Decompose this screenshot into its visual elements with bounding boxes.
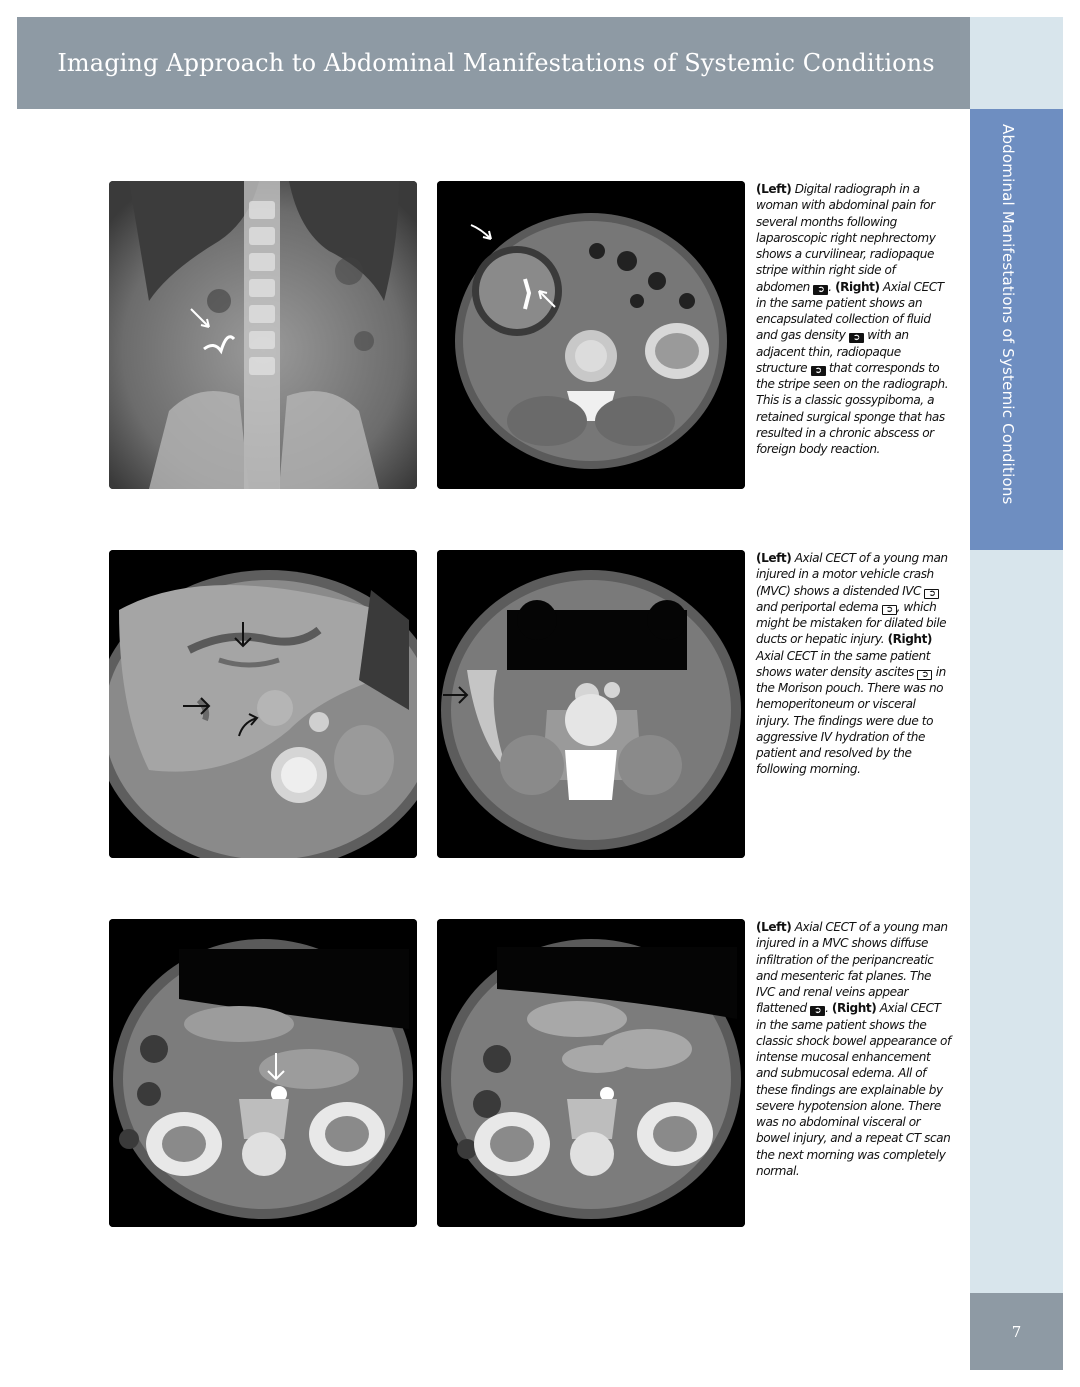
caption-text: Axial CECT in the same patient shows water density ascites (756, 648, 931, 679)
figure-caption-2 (756, 550, 952, 778)
caption-text: , which might be mistaken for dilated bile ducts or hepatic injury. (756, 599, 947, 647)
sidebar-section-title: Abdominal Manifestations of Systemic Conditions (999, 124, 1017, 505)
caption-text: and periportal edema (756, 599, 882, 614)
figure-caption-3 (756, 919, 952, 1179)
solid-arrow-icon: ➲ (810, 1006, 825, 1016)
caption-text: Axial CECT of a young man injured in a MVC shows diffuse infiltration of the peripancreatic and mesenteric fat planes. The IVC and renal veins appear flattened (756, 920, 948, 1016)
ct-ascites-image (437, 550, 745, 858)
open-arrow-icon: ➲ (917, 670, 932, 680)
caption-label-left: (Left) (756, 920, 792, 934)
ct-gossypiboma-image (437, 181, 745, 489)
solid-arrow-icon: ➲ (811, 366, 826, 376)
caption-label-left: (Left) (756, 182, 792, 196)
caption-text: . (828, 279, 832, 294)
ct-flattened-ivc-image (109, 919, 417, 1227)
caption-label-right: (Right) (887, 632, 932, 647)
curved-arrow-icon: ➲ (849, 333, 864, 343)
caption-label-left: (Left) (756, 551, 792, 565)
ct-distended-ivc-image (109, 550, 417, 858)
curved-open-arrow-icon: ➲ (924, 589, 939, 599)
caption-text: Axial CECT in the same patient shows an encapsulated collection of fluid and gas density (756, 279, 944, 343)
caption-text: Axial CECT of a young man injured in a motor vehicle crash (MVC) shows a distended IVC (756, 551, 948, 598)
ct-shock-bowel-image (437, 919, 745, 1227)
caption-text: in the Morison pouch. There was no hemoperitoneum or visceral injury. The findings were due to aggressive IV hydration of the patient and resolved by the following morning. (756, 664, 946, 777)
page-header (17, 17, 970, 109)
radiograph-image (109, 181, 417, 489)
caption-text: that corresponds to the stripe seen on the radiograph. This is a classic gossypiboma, a retained surgical sponge that has resulted in a chronic abscess or foreign body reaction. (756, 360, 949, 456)
caption-text: with an adjacent thin, radiopaque structure (756, 328, 909, 375)
open-arrow-icon: ➲ (882, 605, 897, 615)
figure-caption-1 (756, 181, 952, 457)
page-title: Imaging Approach to Abdominal Manifestations of Systemic Conditions (57, 49, 935, 77)
caption-text: Axial CECT in the same patient shows the classic shock bowel appearance of intense mucosal enhancement and submucosal edema. All of these findings are explainable by severe hypotension alone. There was no abdominal visceral or bowel injury, and a repeat CT scan the next morning was completely normal. (756, 1001, 951, 1178)
caption-text: Digital radiograph in a woman with abdominal pain for several months following laparoscopic right nephrectomy shows a curvilinear, radiopaque stripe within right side of abdomen (756, 182, 936, 294)
caption-label-right: (Right) (831, 1001, 877, 1016)
caption-label-right: (Right) (835, 279, 880, 294)
page-number: 7 (1011, 1323, 1022, 1341)
caption-text: . (825, 1001, 829, 1016)
solid-arrow-icon: ➲ (813, 285, 828, 295)
